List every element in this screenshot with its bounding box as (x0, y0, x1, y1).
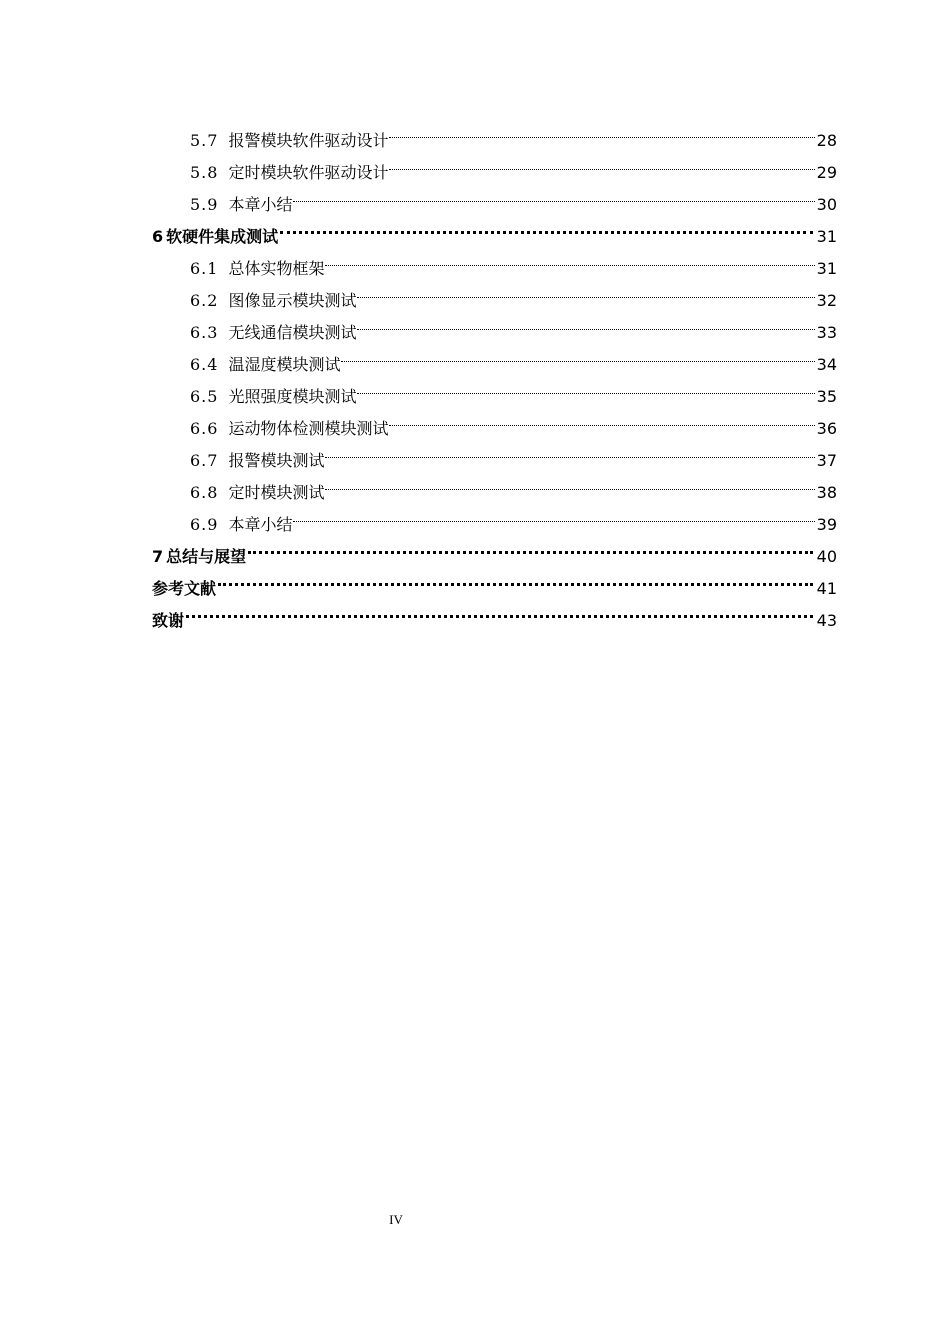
toc-entry-number: 6 (152, 227, 165, 246)
toc-entry-page-number: 39 (816, 515, 837, 534)
toc-entry-number: 6.2 (190, 291, 219, 310)
toc-entry-number: 6.5 (190, 387, 219, 406)
dot-leader (340, 338, 816, 370)
page-number: IV (389, 1212, 403, 1227)
toc-entry-title: 报警模块测试 (228, 451, 325, 470)
dot-leader (388, 146, 816, 178)
toc-entry-title: 总体实物框架 (228, 259, 325, 278)
toc-entry-page-number: 34 (816, 355, 837, 374)
toc-entry-number: 6.9 (190, 515, 219, 534)
toc-entry-page-number: 35 (816, 387, 837, 406)
toc-entry-page-number: 29 (816, 163, 837, 182)
dot-leader (216, 562, 817, 594)
toc-entry-title: 无线通信模块测试 (228, 323, 357, 342)
dot-leader (324, 466, 816, 498)
toc-entry-page-number: 43 (816, 611, 837, 630)
dot-leader (388, 114, 816, 146)
toc-entry-title: 运动物体检测模块测试 (228, 419, 389, 438)
toc-entry-page-number: 32 (816, 291, 837, 310)
dot-leader (356, 306, 816, 338)
toc-chapter-entry[interactable] (152, 562, 837, 598)
toc-entry-number: 6.8 (190, 483, 219, 502)
toc-entry-page-number: 36 (816, 419, 837, 438)
toc-entry-page-number: 41 (816, 579, 837, 598)
toc-entry-title: 图像显示模块测试 (228, 291, 357, 310)
dot-leader (246, 530, 816, 562)
toc-entry-page-number: 31 (816, 227, 837, 246)
toc-entry-title: 光照强度模块测试 (228, 387, 357, 406)
dot-leader (356, 370, 816, 402)
dot-leader (184, 594, 817, 626)
toc-entry-number: 5.9 (190, 195, 219, 214)
dot-leader (388, 402, 816, 434)
toc-entry-title: 本章小结 (228, 515, 293, 534)
dot-leader (278, 210, 816, 242)
toc-entry-page-number: 31 (816, 259, 837, 278)
toc-entry-number: 5.8 (190, 163, 219, 182)
toc-entry-title: 致谢 (152, 611, 185, 630)
dot-leader (324, 434, 816, 466)
toc-entry-title: 参考文献 (152, 579, 217, 598)
toc-entry-title: 定时模块测试 (228, 483, 325, 502)
toc-entry-page-number: 30 (816, 195, 837, 214)
toc-entry-number: 6.1 (190, 259, 219, 278)
toc-entry-title: 温湿度模块测试 (228, 355, 341, 374)
toc-chapter-entry[interactable] (152, 594, 837, 630)
toc-entry-number: 6.4 (190, 355, 219, 374)
dot-leader (324, 242, 816, 274)
toc-entry-page-number: 33 (816, 323, 837, 342)
toc-entry-page-number: 28 (816, 131, 837, 150)
toc-entry-page-number: 40 (816, 547, 837, 566)
toc-entry-title: 本章小结 (228, 195, 293, 214)
dot-leader (292, 178, 816, 210)
toc-entry-page-number: 37 (816, 451, 837, 470)
toc-section-entry[interactable] (152, 114, 837, 150)
dot-leader (292, 498, 816, 530)
toc-entry-number: 6.3 (190, 323, 219, 342)
toc-entry-title: 总结与展望 (166, 547, 247, 566)
toc-entry-number: 7 (152, 547, 165, 566)
toc-entry-page-number: 38 (816, 483, 837, 502)
toc-chapter-entry[interactable] (152, 530, 837, 566)
toc-entry-title: 定时模块软件驱动设计 (228, 163, 389, 182)
toc-entry-number: 6.6 (190, 419, 219, 438)
toc-entry-title: 软硬件集成测试 (166, 227, 279, 246)
dot-leader (356, 274, 816, 306)
toc-entry-title: 报警模块软件驱动设计 (228, 131, 389, 150)
toc-entry-number: 5.7 (190, 131, 219, 150)
toc-entry-number: 6.7 (190, 451, 219, 470)
table-of-contents (152, 114, 837, 630)
